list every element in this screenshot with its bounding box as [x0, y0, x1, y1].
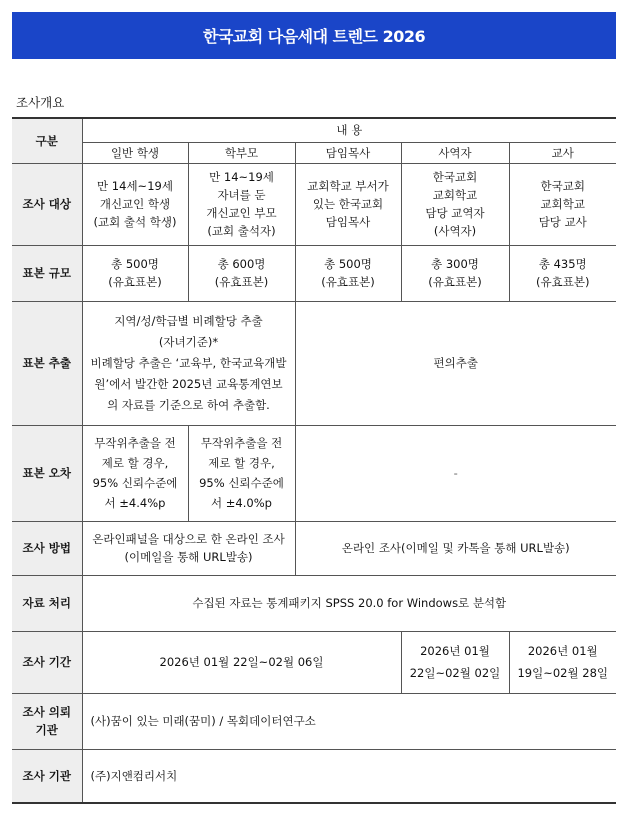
error-cell-others: - [295, 425, 616, 521]
sampling-method-quota: 지역/성/학급별 비례할당 추출 (자녀기준)* 비례할당 추출은 ‘교육부, 한국교육개발 원’에서 발간한 2025년 교육통계연보 의 자료를 기준으로 하여 추출함. [82, 301, 295, 425]
table-row-method [12, 521, 616, 575]
row-label-error: 표본 오차 [12, 425, 82, 521]
table-row-sample-size [12, 245, 616, 301]
group-header-teachers: 교사 [509, 142, 616, 163]
target-cell-teachers: 한국교회 교회학교 담당 교사 [509, 163, 616, 245]
method-online-panel: 온라인패널을 대상으로 한 온라인 조사 (이메일을 통해 URL발송) [82, 521, 295, 575]
period-pastor-staff: 2026년 01월 22일~02월 02일 [401, 631, 509, 693]
sample-size-parents: 총 600명 (유효표본) [188, 245, 295, 301]
sample-size-teachers: 총 435명 (유효표본) [509, 245, 616, 301]
table-row-sampling [12, 301, 616, 425]
survey-overview-table [12, 117, 616, 804]
method-online-survey: 온라인 조사(이메일 및 카톡을 통해 URL발송) [295, 521, 616, 575]
table-row-period [12, 631, 616, 693]
client-value: (사)꿈이 있는 미래(꿈미) / 목회데이터연구소 [82, 693, 616, 749]
period-main: 2026년 01월 22일~02월 06일 [82, 631, 401, 693]
group-header-row [12, 142, 616, 163]
processing-value: 수집된 자료는 통계패키지 SPSS 20.0 for Windows로 분석함 [82, 575, 616, 631]
target-cell-parents: 만 14~19세 자녀를 둔 개신교인 부모 (교회 출석자) [188, 163, 295, 245]
error-cell-students: 무작위추출을 전 제로 할 경우, 95% 신뢰수준에 서 ±4.4%p [82, 425, 188, 521]
table-row-processing [12, 575, 616, 631]
section-title: 조사개요 [16, 95, 65, 110]
period-teacher: 2026년 01월 19일~02월 28일 [509, 631, 616, 693]
title-banner [12, 12, 616, 59]
row-label-sample-size: 표본 규모 [12, 245, 82, 301]
group-header-pastors: 담임목사 [295, 142, 401, 163]
row-label-agency: 조사 기관 [12, 749, 82, 803]
row-label-sampling: 표본 추출 [12, 301, 82, 425]
table-row-agency [12, 749, 616, 803]
group-header-ministers: 사역자 [401, 142, 509, 163]
table-row-error [12, 425, 616, 521]
target-cell-ministers: 한국교회 교회학교 담당 교역자 (사역자) [401, 163, 509, 245]
agency-value: (주)지앤컴리서치 [82, 749, 616, 803]
row-label-processing: 자료 처리 [12, 575, 82, 631]
content-header: 내 용 [82, 118, 616, 142]
sample-size-pastors: 총 500명 (유효표본) [295, 245, 401, 301]
sample-size-students: 총 500명 (유효표본) [82, 245, 188, 301]
page-title: 한국교회 다음세대 트렌드 2026 [202, 27, 426, 46]
table-row-client [12, 693, 616, 749]
row-label-method: 조사 방법 [12, 521, 82, 575]
row-label-client: 조사 의뢰 기관 [12, 693, 82, 749]
group-header-parents: 학부모 [188, 142, 295, 163]
group-header-students: 일반 학생 [82, 142, 188, 163]
target-cell-pastors: 교회학교 부서가 있는 한국교회 담임목사 [295, 163, 401, 245]
table-row-target [12, 163, 616, 245]
category-header: 구분 [12, 118, 82, 163]
error-cell-parents: 무작위추출을 전 제로 할 경우, 95% 신뢰수준에 서 ±4.0%p [188, 425, 295, 521]
sample-size-ministers: 총 300명 (유효표본) [401, 245, 509, 301]
table-header-row [12, 118, 616, 142]
row-label-target: 조사 대상 [12, 163, 82, 245]
target-cell-students: 만 14세~19세 개신교인 학생 (교회 출석 학생) [82, 163, 188, 245]
sampling-method-convenience: 편의추출 [295, 301, 616, 425]
row-label-period: 조사 기간 [12, 631, 82, 693]
